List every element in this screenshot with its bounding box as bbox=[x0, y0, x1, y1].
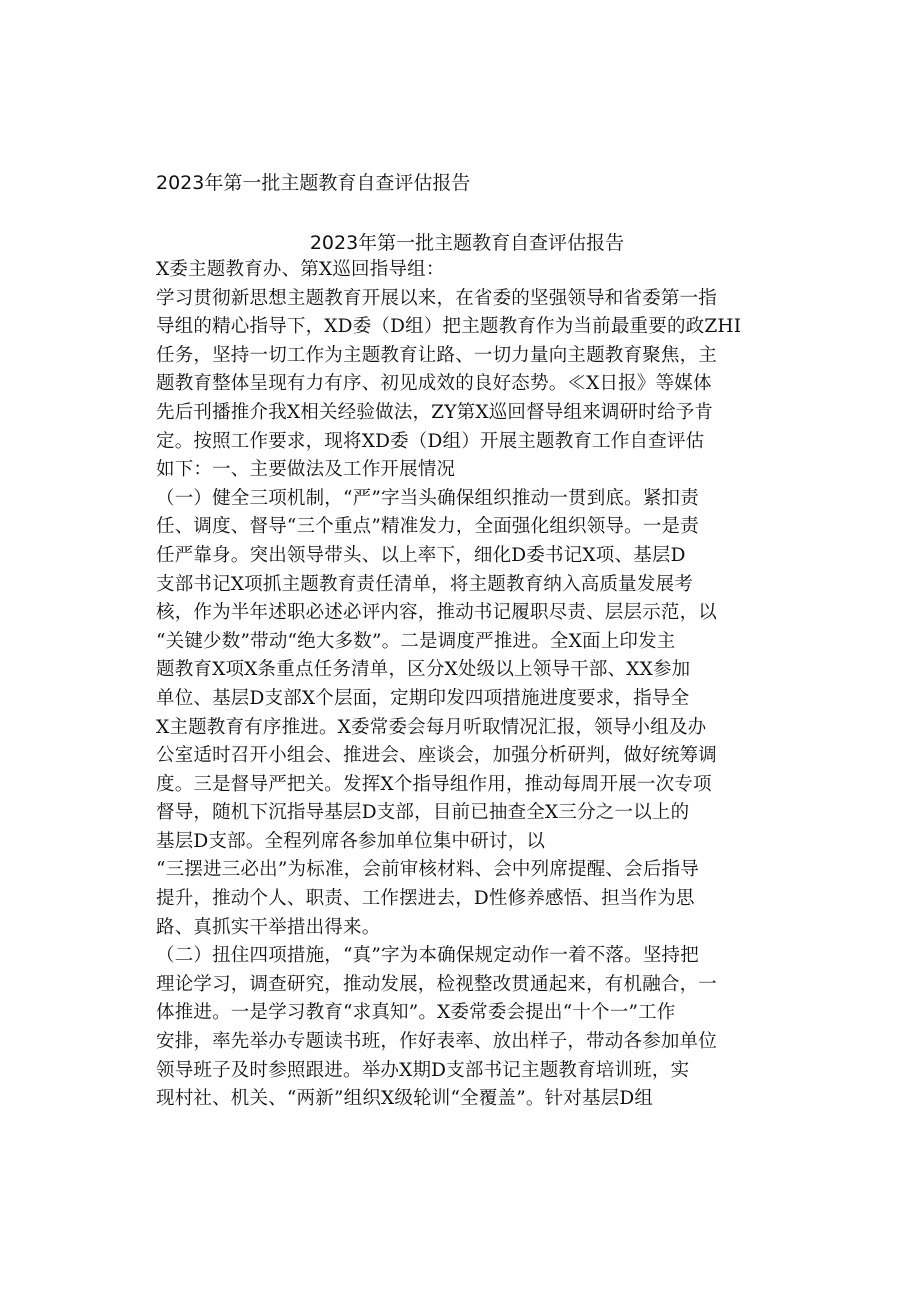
body-line: 公室适时召开小组会、推进会、座谈会，加强分析研判，做好统筹调 bbox=[156, 745, 718, 767]
document-title: 2023年第一批主题教育自查评估报告 bbox=[309, 232, 625, 254]
document-body bbox=[156, 256, 766, 1114]
body-line: 支部书记X项抓主题教育责任清单，将主题教育纳入高质量发展考 bbox=[156, 573, 693, 595]
body-line: 督导，随机下沉指导基层D支部，目前已抽查全X三分之一以上的 bbox=[156, 802, 690, 824]
body-line: X委主题教育办、第X巡回指导组： bbox=[156, 259, 445, 280]
document-heading: 2023年第一批主题教育自查评估报告 bbox=[156, 172, 471, 194]
body-line: 题教育X项X条重点任务清单，区分X处级以上领导干部、XX参加 bbox=[156, 659, 691, 681]
body-line: 如下：一、主要做法及工作开展情况 bbox=[156, 459, 456, 481]
body-line: （二）扭住四项措施，“真”字为本确保规定动作一着不落。坚持把 bbox=[156, 945, 699, 967]
body-line: 导组的精心指导下，XD委（D组）把主题教育作为当前最重要的政ZHI bbox=[156, 316, 742, 338]
body-line: 任严靠身。突出领导带头、以上率下，细化D委书记X项、基层D bbox=[156, 544, 686, 566]
body-line: “关键少数”带动“绝大多数”。二是调度严推进。全X面上印发主 bbox=[156, 630, 676, 652]
body-line: 领导班子及时参照跟进。举办X期D支部书记主题教育培训班，实 bbox=[156, 1059, 690, 1081]
body-line: 路、真抓实干举措出得来。 bbox=[156, 916, 381, 938]
body-line: 先后刊播推介我X相关经验做法，ZY第X巡回督导组来调研时给予肯 bbox=[156, 401, 714, 423]
body-line: 基层D支部。全程列席各参加单位集中研讨，以 bbox=[156, 830, 546, 852]
body-line: 定。按照工作要求，现将XD委（D组）开展主题教育工作自查评估 bbox=[156, 430, 705, 452]
body-line: 任务，坚持一切工作为主题教育让路、一切力量向主题教育聚焦，主 bbox=[156, 344, 718, 366]
body-line: 核，作为半年述职必述必评内容，推动书记履职尽责、层层示范，以 bbox=[156, 602, 718, 624]
body-line: “三摆进三必出”为标准，会前审核材料、会中列席提醒、会后指导 bbox=[156, 859, 699, 881]
body-line: （一）健全三项机制，“严”字当头确保组织推动一贯到底。紧扣责 bbox=[156, 487, 699, 509]
body-line: 体推进。一是学习教育“求真知”。X委常委会提出“十个一”工作 bbox=[156, 1002, 676, 1024]
body-line: X主题教育有序推进。X委常委会每月听取情况汇报，领导小组及办 bbox=[156, 716, 707, 738]
body-line: 现村社、机关、“两新”组织X级轮训“全覆盖”。针对基层D组 bbox=[156, 1088, 654, 1110]
body-line: 理论学习，调查研究，推动发展，检视整改贯通起来，有机融合，一 bbox=[156, 973, 718, 995]
body-line: 提升，推动个人、职责、工作摆进去，D性修养感悟、担当作为思 bbox=[156, 888, 695, 910]
body-line: 任、调度、督导“三个重点”精准发力，全面强化组织领导。一是责 bbox=[156, 516, 699, 538]
body-line: 单位、基层D支部X个层面，定期印发四项措施进度要求，指导全 bbox=[156, 687, 690, 709]
body-line: 题教育整体呈现有力有序、初见成效的良好态势。≪X日报》等媒体 bbox=[156, 373, 712, 395]
body-line: 度。三是督导严把关。发挥X个指导组作用，推动每周开展一次专项 bbox=[156, 773, 712, 795]
body-line: 安排，率先举办专题读书班，作好表率、放出样子，带动各参加单位 bbox=[156, 1031, 718, 1053]
body-line: 学习贯彻新思想主题教育开展以来，在省委的坚强领导和省委第一指 bbox=[156, 287, 718, 309]
